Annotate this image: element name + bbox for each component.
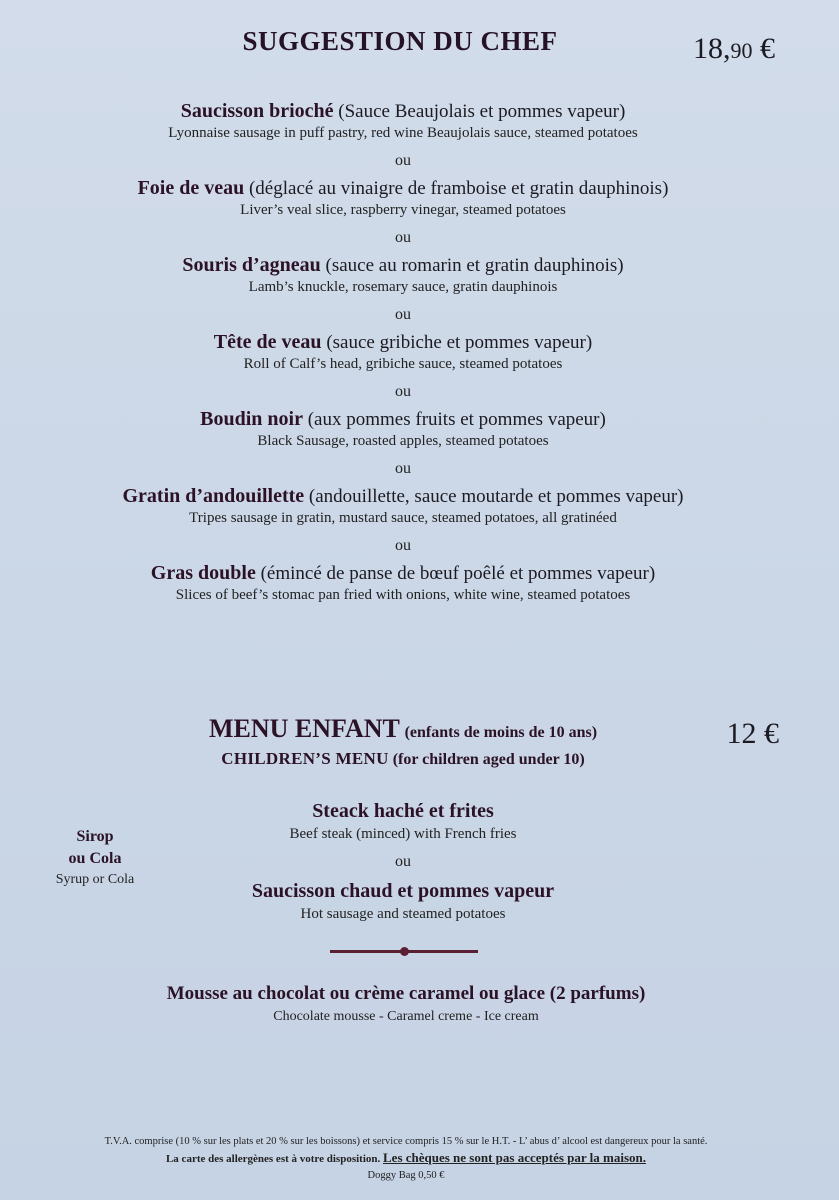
childrens-menu-title: CHILDREN’S MENU [221, 749, 389, 768]
price-cents: 90 [730, 38, 753, 63]
dish-name: Souris d’agneau [182, 254, 321, 276]
dessert-english: Chocolate mousse - Caramel creme - Ice cream [273, 1009, 539, 1024]
dish-detail: (andouillette, sauce moutarde et pommes vapeur) [308, 486, 684, 507]
separator-ou: ou [395, 537, 411, 554]
ornament-dot [400, 947, 409, 956]
dish-item [0, 331, 806, 374]
children-menu-header [0, 714, 806, 771]
children-dish-list [0, 798, 806, 924]
drink-english: Syrup or Cola [55, 872, 135, 887]
separator-ou: ou [395, 383, 411, 400]
childrens-menu-detail: (for children aged under 10) [392, 751, 585, 768]
dish-detail: (sauce gribiche et pommes vapeur) [326, 332, 593, 353]
kid-dish-english: Hot sausage and steamed potatoes [300, 906, 506, 922]
separator-ou: ou [395, 460, 411, 477]
dish-name: Foie de veau [137, 177, 245, 199]
menu-enfant-detail: (enfants de moins de 10 ans) [404, 724, 598, 741]
doggy-bag-notice: Doggy Bag 0,50 € [367, 1170, 445, 1181]
dish-english: Roll of Calf’s head, gribiche sauce, steamed potatoes [243, 356, 563, 372]
dish-english: Lyonnaise sausage in puff pastry, red wine Beaujolais sauce, steamed potatoes [168, 125, 638, 141]
dish-name: Gras double [150, 562, 256, 584]
dish-english: Liver’s veal slice, raspberry vinegar, steamed potatoes [240, 202, 566, 218]
dish-detail: (émincé de panse de bœuf poêlé et pommes vapeur) [260, 563, 656, 584]
dish-name: Gratin d’andouillette [122, 485, 305, 507]
tva-notice: T.V.A. comprise (10 % sur les plats et 20 % sur les boissons) et service compris 15 % sur le H.T. - L’ abus d’ alcool est dangereux pour la santé. [104, 1136, 708, 1147]
cheques-notice: Les chèques ne sont pas acceptés par la maison. [383, 1150, 647, 1165]
separator-ou: ou [395, 229, 411, 246]
drink-line-2: ou Cola [68, 850, 122, 867]
dish-english: Slices of beef’s stomac pan fried with onions, white wine, steamed potatoes [175, 587, 631, 603]
kid-dish-title: Saucisson chaud et pommes vapeur [251, 880, 555, 902]
dish-item [0, 177, 806, 220]
dish-english: Black Sausage, roasted apples, steamed potatoes [257, 433, 549, 449]
kid-dish-english: Beef steak (minced) with French fries [289, 826, 517, 842]
dish-item [0, 254, 806, 297]
price-main: 18, [693, 32, 731, 65]
separator-ou: ou [395, 306, 411, 323]
allergen-notice: La carte des allergènes est à votre disposition. [165, 1153, 381, 1165]
dish-english: Lamb’s knuckle, rosemary sauce, gratin dauphinois [248, 279, 558, 295]
dessert-title: Mousse au chocolat ou crème caramel ou glace (2 parfums) [166, 983, 646, 1004]
dish-english: Tripes sausage in gratin, mustard sauce, steamed potatoes, all gratinéed [189, 510, 617, 526]
dish-name: Tête de veau [213, 331, 322, 353]
drink-line-1: Sirop [76, 828, 114, 845]
dish-item [0, 100, 806, 143]
separator-ou: ou [395, 152, 411, 169]
dish-name: Saucisson brioché [180, 100, 334, 122]
chef-menu-price [693, 32, 775, 66]
kid-dish-title: Steack haché et frites [312, 800, 494, 822]
dish-item [0, 408, 806, 451]
dish-item [0, 562, 806, 605]
separator-ou: ou [395, 853, 411, 870]
dish-detail: (Sauce Beaujolais et pommes vapeur) [338, 101, 626, 122]
chef-dish-list [0, 100, 806, 605]
price-currency: € [752, 32, 775, 65]
page-title: SUGGESTION DU CHEF [242, 26, 558, 56]
dessert-section [0, 981, 812, 1027]
menu-enfant-title: MENU ENFANT [208, 714, 400, 743]
dish-detail: (déglacé au vinaigre de framboise et gratin dauphinois) [248, 178, 669, 199]
dish-item [0, 485, 806, 528]
footer [0, 1134, 812, 1185]
dish-name: Boudin noir [200, 408, 303, 430]
children-menu-price: 12 € [726, 717, 779, 750]
dish-detail: (aux pommes fruits et pommes vapeur) [307, 409, 606, 430]
dish-detail: (sauce au romarin et gratin dauphinois) [325, 255, 624, 276]
